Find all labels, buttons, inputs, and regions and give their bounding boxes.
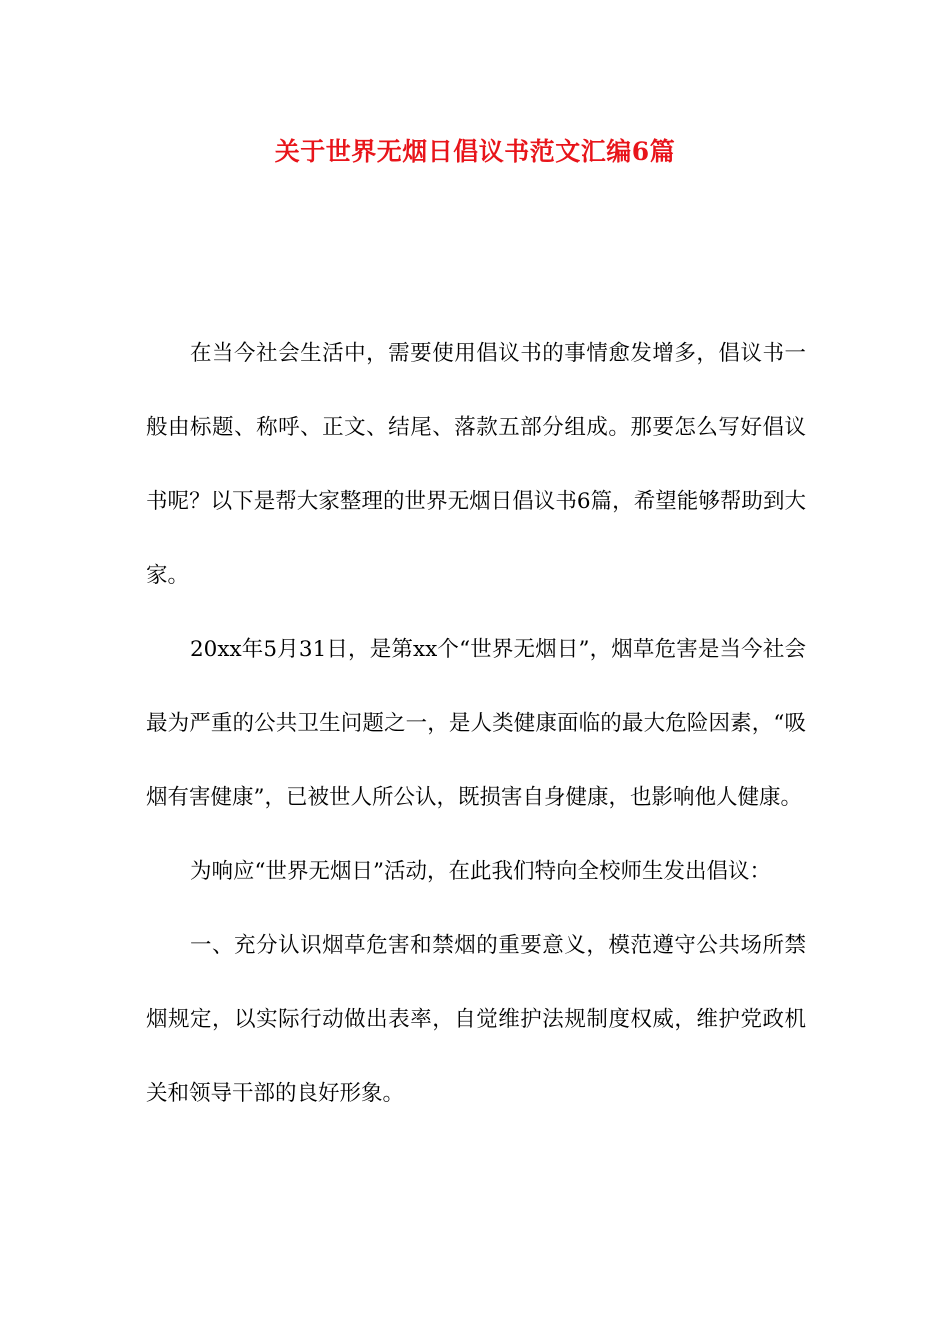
paragraph-background: 20xx年5月31日，是第xx个“世界无烟日”，烟草危害是当今社会最为严重的公共卫生问题之一，是人类健康面临的最大危险因素，“吸烟有害健康”，已被世人所公认，既损害自身健康，也影响他人健康。: [146, 637, 806, 810]
paragraph-intro: 在当今社会生活中，需要使用倡议书的事情愈发增多，倡议书一般由标题、称呼、正文、结尾、落款五部分组成。那要怎么写好倡议书呢？以下是帮大家整理的世界无烟日倡议书6篇，希望能够帮助到大家。: [146, 341, 806, 588]
paragraph-call: 为响应“世界无烟日”活动，在此我们特向全校师生发出倡议：: [190, 859, 771, 884]
paragraph-point-one: 一、充分认识烟草危害和禁烟的重要意义，模范遵守公共场所禁烟规定，以实际行动做出表率，自觉维护法规制度权威，维护党政机关和领导干部的良好形象。: [146, 933, 806, 1106]
document-title: 关于世界无烟日倡议书范文汇编6篇: [274, 137, 676, 166]
document-body: [146, 317, 806, 1131]
